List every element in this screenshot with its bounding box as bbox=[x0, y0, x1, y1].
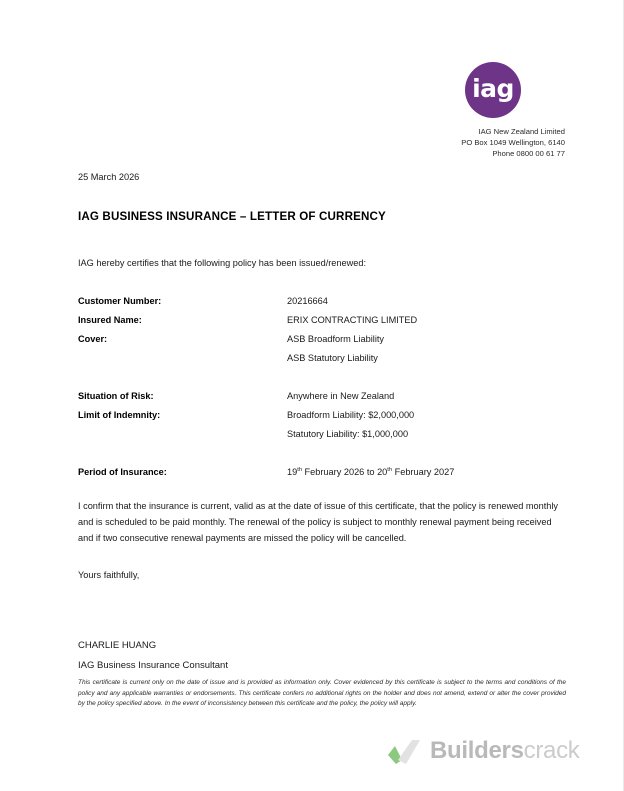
detail-value: Broadform Liability: $2,000,000 bbox=[287, 410, 415, 420]
detail-value: ASB Broadform Liability bbox=[287, 334, 385, 344]
period-end-day: 20 bbox=[377, 467, 388, 477]
detail-label: Cover: bbox=[78, 334, 108, 344]
wordmark-light: crack bbox=[523, 737, 580, 764]
detail-row-limit-secondary bbox=[78, 425, 548, 444]
company-phone: Phone 0800 00 61 77 bbox=[492, 148, 565, 158]
period-end-rest: February 2027 bbox=[392, 467, 455, 477]
period-start-suffix: th bbox=[297, 466, 302, 473]
disclaimer-text: This certificate is current only on the date of issue and is provided as information only. Cover evidenced by this certificate is subject to the terms and conditions of the policy and any applicable warranties or endorsements. This certificate confers no additional rights on the holder and does not amend, extend or alter the cover provided by the policy specified above. In the event of inconsistency between this certificate and the policy, the policy will apply. bbox=[78, 679, 566, 708]
detail-label: Insured Name: bbox=[78, 315, 142, 325]
company-name: IAG New Zealand Limited bbox=[478, 127, 565, 136]
detail-value: Anywhere in New Zealand bbox=[287, 391, 395, 401]
wordmark-bold: Builders bbox=[430, 737, 524, 764]
detail-row-period-of-insurance bbox=[78, 463, 548, 482]
logo-circle-icon bbox=[465, 62, 521, 118]
builderscrack-watermark bbox=[388, 738, 579, 764]
period-start-day: 19 bbox=[287, 467, 298, 477]
iag-logo bbox=[305, 62, 565, 118]
policy-details-group-1 bbox=[78, 292, 548, 368]
company-po-box: PO Box 1049 Wellington, 6140 bbox=[461, 137, 565, 147]
period-end-suffix: th bbox=[387, 466, 393, 473]
detail-value: ERIX CONTRACTING LIMITED bbox=[287, 315, 418, 325]
logo-wordmark: iag bbox=[472, 74, 514, 103]
detail-value: 20216664 bbox=[287, 296, 328, 306]
address-block bbox=[305, 127, 565, 159]
detail-label-empty bbox=[78, 349, 287, 368]
letter-date: 25 March 2026 bbox=[78, 172, 140, 182]
builderscrack-check-icon bbox=[388, 738, 422, 764]
page-title: IAG BUSINESS INSURANCE – LETTER OF CURRENCY bbox=[78, 210, 386, 223]
policy-details-group-3 bbox=[78, 463, 548, 482]
detail-label: Limit of Indemnity: bbox=[78, 410, 161, 420]
signoff-text: Yours faithfully, bbox=[78, 570, 140, 580]
detail-row-customer-number bbox=[78, 292, 548, 311]
detail-value: ASB Statutory Liability bbox=[287, 353, 378, 363]
letterhead bbox=[305, 62, 565, 159]
policy-details-group-2 bbox=[78, 387, 548, 444]
detail-row-cover-secondary bbox=[78, 349, 548, 368]
detail-label-empty bbox=[78, 425, 287, 444]
detail-value: Statutory Liability: $1,000,000 bbox=[287, 429, 409, 439]
builderscrack-wordmark bbox=[430, 739, 579, 763]
signatory-name: CHARLIE HUANG bbox=[78, 640, 157, 651]
detail-row-limit-of-indemnity bbox=[78, 406, 548, 425]
detail-label: Period of Insurance: bbox=[78, 467, 167, 477]
detail-label: Customer Number: bbox=[78, 296, 162, 306]
detail-row-situation-of-risk bbox=[78, 387, 548, 406]
confirmation-paragraph: I confirm that the insurance is current, valid as at the date of issue of this certificate, that the policy is renewed monthly and is scheduled to be paid monthly. The renewal of the policy is subject to monthly renewal payment being received and if two consecutive renewal payments are missed the policy will be cancelled. bbox=[78, 501, 559, 544]
period-start-rest: February 2026 to bbox=[301, 467, 378, 477]
signatory-role: IAG Business Insurance Consultant bbox=[78, 660, 228, 671]
detail-row-cover bbox=[78, 330, 548, 349]
detail-row-insured-name bbox=[78, 311, 548, 330]
detail-label: Situation of Risk: bbox=[78, 391, 154, 401]
detail-value-period bbox=[287, 463, 454, 482]
intro-paragraph: IAG hereby certifies that the following policy has been issued/renewed: bbox=[78, 258, 367, 268]
